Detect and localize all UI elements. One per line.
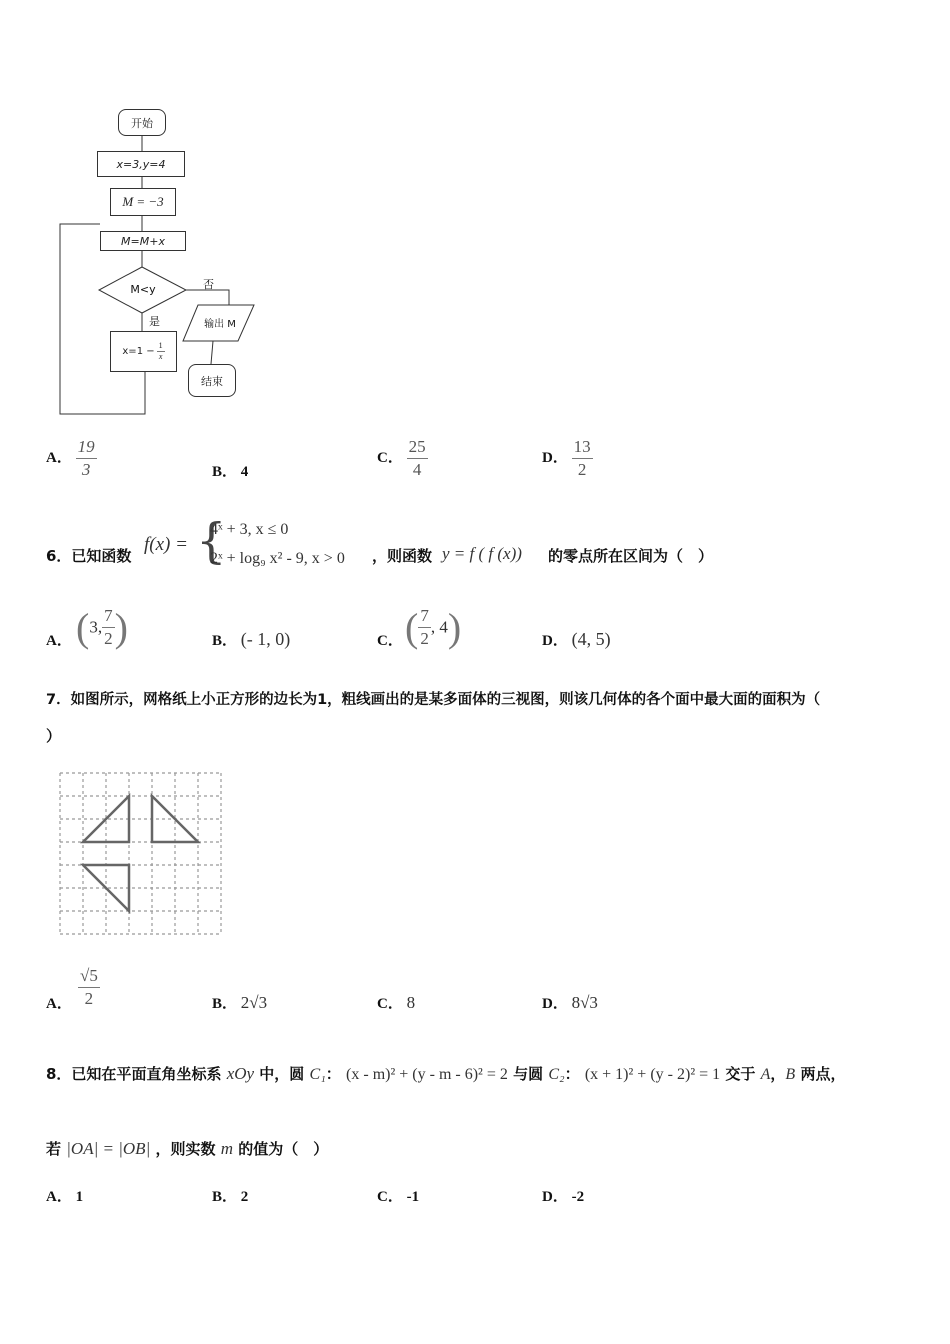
flowchart-no-label: 否: [203, 278, 214, 291]
q6-case2: 2ˣ + log₉ x² - 9, x > 0: [210, 550, 345, 567]
q8-option-d: D． -2: [542, 1189, 585, 1205]
q5-option-b: B． 4: [212, 464, 249, 480]
q7-option-b: B． 2√3: [212, 993, 268, 1012]
q6-option-a: A．: [46, 633, 72, 649]
q6-option-d: D． (4, 5): [542, 629, 611, 649]
flowchart-yes-label: 是: [149, 315, 160, 328]
q7-option-d: D． 8√3: [542, 993, 598, 1012]
q7-line1: 7．如图所示，网格纸上小正方形的边长为1，粗线画出的是某多面体的三视图，则该几何体的各个面中最大面的面积为（: [46, 692, 821, 708]
q5-option-a-frac: $\frac{19}{3}$: [77, 437, 95, 479]
q7-option-a-frac: $\frac{√5}{2}$: [80, 966, 98, 1008]
flowchart-assign-text: x=1 −: [122, 346, 155, 357]
flowchart-update: M=M+x: [100, 231, 186, 251]
three-view-figure: [55, 768, 227, 940]
q6-middle: ，则函数: [372, 547, 433, 565]
q8-line2: 若 |OA| = |OB| ，则实数 m 的值为（ ）: [46, 1139, 329, 1158]
q6-fx: f(x) =: [144, 534, 188, 555]
q5-option-d-frac: $\frac{13}{2}$: [573, 437, 591, 479]
grid-lines: [60, 773, 222, 934]
q6-suffix: 的零点所在区间为（ ）: [548, 547, 714, 565]
q5-option-c: C． $\frac{25}{4}$: [377, 437, 426, 479]
q7-option-a: A．: [46, 996, 72, 1012]
q6-case1: 4ˣ + 3, x ≤ 0: [210, 521, 289, 538]
flowchart-condition: M<y: [130, 283, 156, 296]
q6-brace: {: [196, 513, 227, 569]
q5-option-c-frac: $\frac{25}{4}$: [408, 437, 426, 479]
solid-outlines: [83, 796, 198, 911]
flowchart-assign-frac: $\frac{1}{x}$: [158, 341, 163, 361]
flowchart-assign: [110, 331, 177, 372]
q8-option-c: C． -1: [377, 1189, 420, 1205]
flowchart-end: 结束: [188, 364, 236, 397]
q6-option-c: C．: [377, 633, 403, 649]
q6-option-c-math: ( $\frac{7}{2}$ , 4): [405, 605, 462, 650]
q8-option-b: B． 2: [212, 1189, 249, 1205]
q8-line1: 8．已知在平面直角坐标系 xOy 中，圆 C₁： (x - m)² + (y - m - 6)² = 2 与圆 C₂： (x + 1)² + (y - 2)² = 1 交于 A，B 两点，: [46, 1064, 846, 1083]
q7-line2: ）: [46, 727, 62, 745]
q6-y: y = f ( f (x)): [442, 544, 522, 563]
q8-option-a: A． 1: [46, 1189, 84, 1205]
flowchart-start: 开始: [118, 109, 166, 136]
q5-option-a: A． $\frac{19}{3}$: [46, 437, 95, 479]
flowchart-output: 输出 M: [204, 319, 236, 330]
q6-option-b: B． (- 1, 0): [212, 629, 291, 649]
q6-prefix: 6．已知函数: [46, 547, 132, 565]
q6-option-a-math: (3, $\frac{7}{2}$ ): [76, 605, 128, 650]
flowchart-init-m: M = −3: [110, 188, 176, 216]
q5-option-d: D． $\frac{13}{2}$: [542, 437, 591, 479]
q7-option-c: C． 8: [377, 993, 416, 1012]
flowchart-init-xy: x=3,y=4: [97, 151, 185, 177]
